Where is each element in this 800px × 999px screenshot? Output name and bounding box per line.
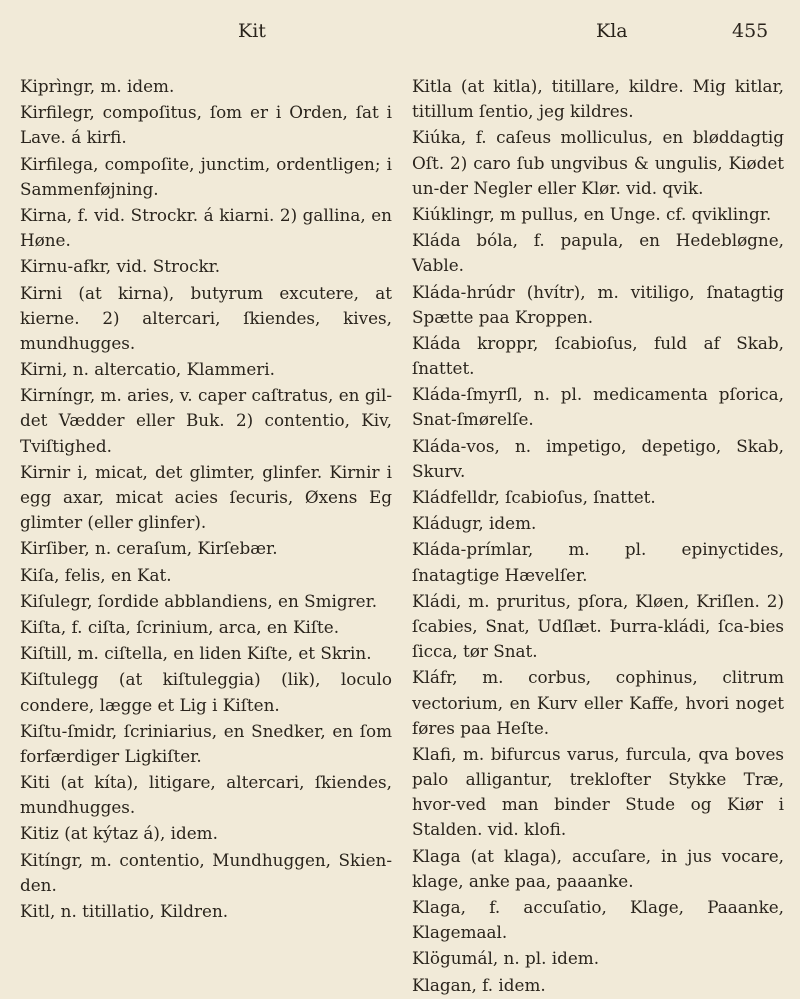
dictionary-entry: Kitíngr, m. contentio, Mundhuggen, Skien-den. [20, 849, 392, 895]
dictionary-entry: Kiti (at kíta), litigare, altercari, ſkiendes, mundhugges. [20, 772, 392, 818]
dictionary-entry: Kláda-vos, n. impetigo, depetigo, Skab, Skurv. [412, 435, 784, 481]
dictionary-entry: Klögumál, n. pl. idem. [412, 948, 600, 969]
dictionary-entry: Klagan, f. idem. [412, 974, 546, 995]
dictionary-entry: Kládi, m. pruritus, pſora, Kløen, Kriſlen. 2) ſcabies, Snat, Udſlæt. Þurra-kládi, ſca-bies ſicca, tør Snat. [412, 590, 784, 662]
dictionary-entry: Kláda kroppr, ſcabioſus, fuld af Skab, ſnattet. [412, 332, 784, 379]
dictionary-entry: Kirnu-afkr, vid. Strockr. [20, 256, 221, 277]
header-right-word: Kla [596, 20, 628, 42]
dictionary-entry: Kláda-hrúdr (hvítr), m. vitiligo, ſnatagtig Spætte paa Kroppen. [412, 281, 784, 327]
dictionary-entry: Klaga, f. accuſatio, Klage, Paaanke, Klagemaal. [412, 897, 784, 943]
dictionary-entry: Kláda bóla, f. papula, en Hedebløgne, Vable. [412, 230, 784, 276]
dictionary-entry: Kirna, f. vid. Strockr. á kiarni. 2) gallina, en Høne. [20, 204, 392, 251]
header-left-word: Kit [238, 20, 266, 42]
dictionary-entry: Kiſa, felis, en Kat. [20, 564, 172, 585]
dictionary-entry: Kláda-prímlar, m. pl. epinyctides, ſnatagtige Hævelſer. [412, 539, 784, 585]
dictionary-entry: Kláda-ſmyrſl, n. pl. medicamenta pſorica, Snat-ſmørelſe. [412, 384, 784, 430]
dictionary-entry: Kiſtulegg (at kiſtuleggia) (lik), loculo condere, lægge et Lig i Kiſten. [20, 669, 392, 715]
right-column [412, 74, 784, 999]
dictionary-entry: Kiúka, f. caſeus molliculus, en bløddagtig Oſt. 2) caro ſub ungvibus & ungulis, Kiødet un-der Negler eller Klør. vid. qvik. [412, 127, 784, 198]
dictionary-entry: Klafi, m. bifurcus varus, furcula, qva boves palo alligantur, treklofter Stykke Træ, hvor-ved man binder Stude og Kiør i Stalden. vid. klofi. [412, 743, 784, 840]
left-column [20, 74, 392, 925]
dictionary-entry: Kirni (at kirna), butyrum excutere, at kierne. 2) altercari, ſkiendes, kives, mundhugges. [20, 282, 392, 353]
dictionary-entry: Kiſulegr, ſordide abblandiens, en Smigrer. [20, 590, 378, 611]
dictionary-entry: Kládfelldr, ſcabioſus, ſnattet. [412, 487, 656, 507]
dictionary-entry: Kirſiber, n. ceraſum, Kirſebær. [20, 538, 278, 559]
dictionary-entry: Kláfr, m. corbus, cophinus, clitrum vectorium, en Kurv eller Kaffe, hvori noget føres paa Heſte. [412, 667, 784, 738]
dictionary-entry: Kládugr, idem. [412, 513, 537, 534]
dictionary-entry: Kiſtu-ſmidr, ſcriniarius, en Snedker, en ſom forfærdiger Ligkiſter. [20, 720, 392, 766]
dictionary-entry: Kirníngr, m. aries, v. caper caſtratus, en gil-det Vædder eller Buk. 2) contentio, Kiv, Tviſtighed. [20, 385, 392, 456]
dictionary-entry: Kitla (at kitla), titillare, kildre. Mig kitlar, titillum ſentio, jeg kildres. [412, 76, 784, 122]
dictionary-entry: Kiſta, f. ciſta, ſcrinium, arca, en Kiſte. [20, 616, 340, 637]
dictionary-entry: Kirnir i, micat, det glimter, glinfer. Kirnir i egg axar, micat acies ſecuris, Øxens Eg glimter (eller glinfer). [20, 461, 392, 533]
dictionary-entry: Kitiz (at kýtaz á), idem. [20, 823, 218, 844]
dictionary-entry: Kirfilega, compoſite, junctim, ordentligen; i Sammenføjning. [20, 153, 392, 199]
dictionary-entry: Kirni, n. altercatio, Klammeri. [20, 359, 275, 380]
dictionary-entry: Kiſtill, m. ciſtella, en liden Kiſte, et Skrin. [20, 643, 372, 664]
dictionary-entry: Kiprìngr, m. idem. [20, 76, 175, 96]
dictionary-entry: Klaga (at klaga), accuſare, in jus vocare, klage, anke paa, paaanke. [412, 845, 784, 891]
page-number: 455 [732, 20, 769, 42]
dictionary-entry: Kitl, n. titillatio, Kildren. [20, 901, 229, 921]
dictionary-entry: Kirfilegr, compoſitus, ſom er i Orden, ſat i Lave. á kirfi. [20, 102, 392, 148]
running-head [0, 18, 800, 48]
dictionary-entry: Kiúklingr, m pullus, en Unge. cf. qviklingr. [412, 203, 772, 224]
